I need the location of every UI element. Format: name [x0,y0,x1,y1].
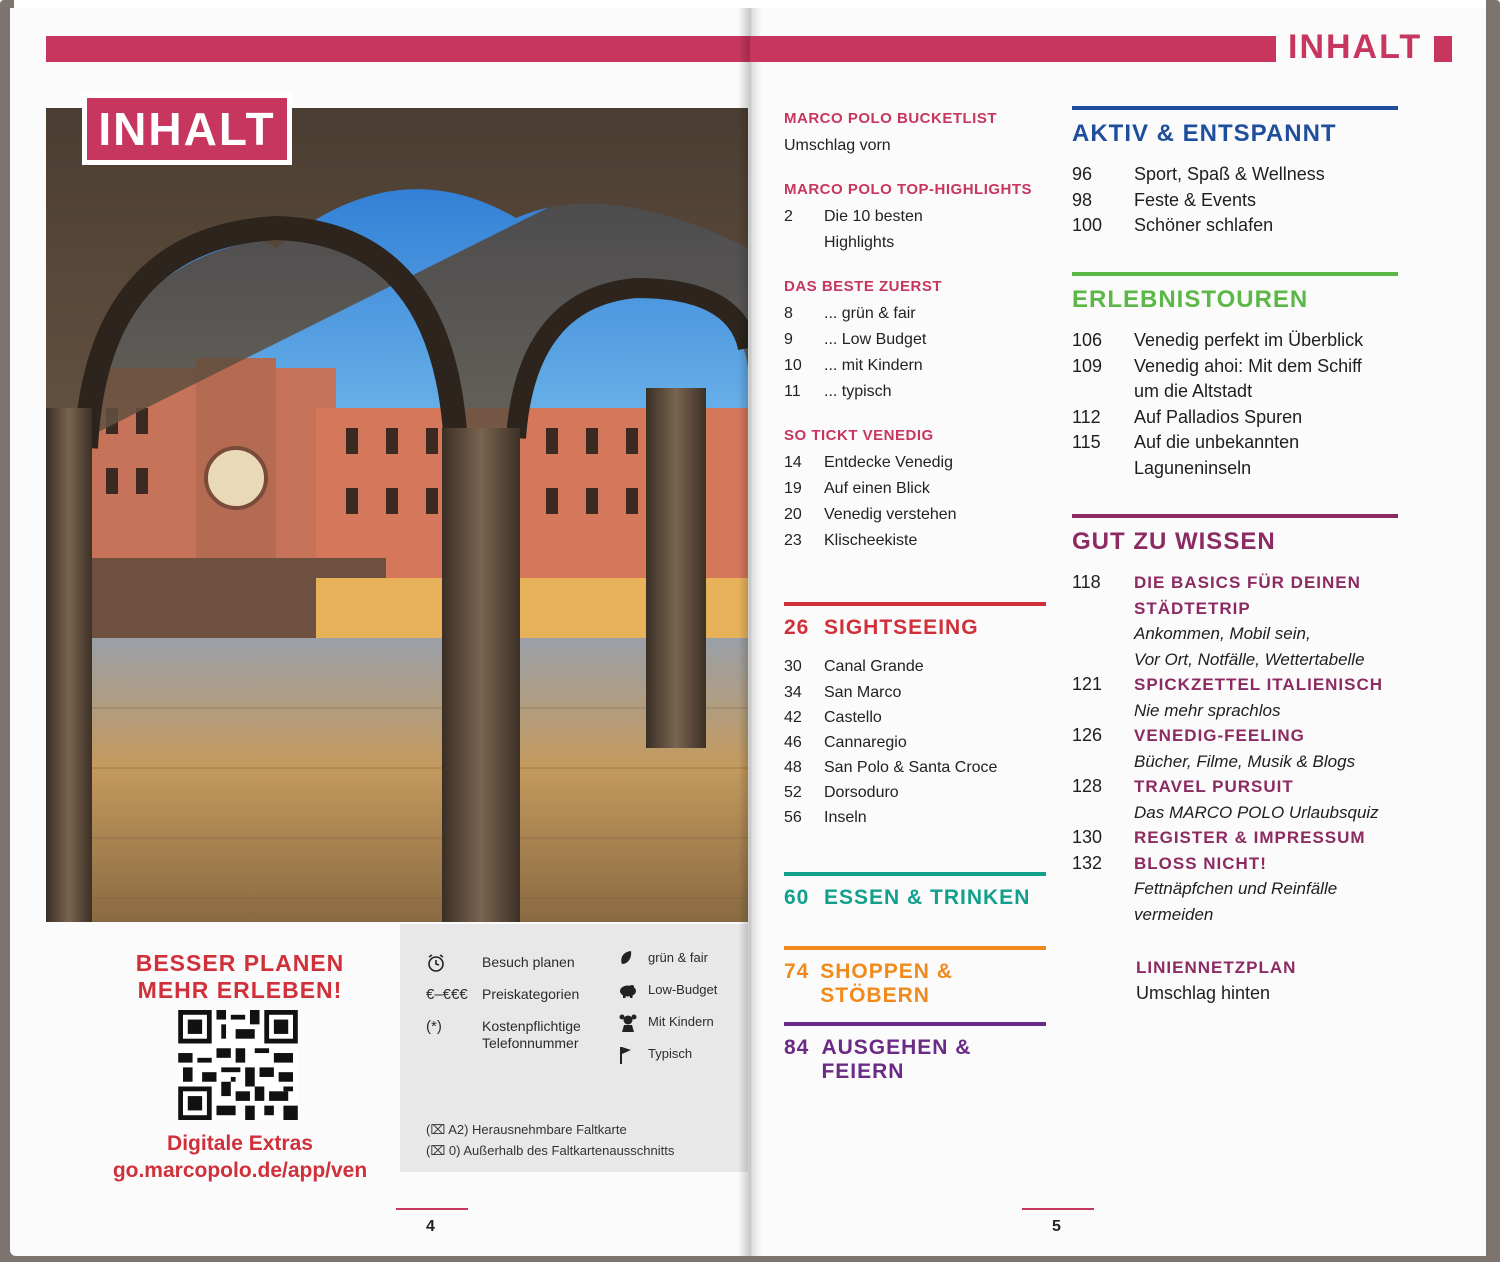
toc-entry-text: Klischeekiste [824,532,918,549]
toc-page-number [1072,698,1134,724]
sightseeing-heading[interactable] [784,616,1046,640]
toc-page-number: 100 [1072,215,1103,235]
toc-entry-text: Sport, Spaß & Wellness [1134,164,1325,184]
toc-shoppen [784,946,1046,1008]
toc-entry-text: San Polo & Santa Croce [824,759,998,776]
toc-page-number: 121 [1072,674,1103,694]
toc-beste-label: DAS BESTE ZUERST [784,278,943,295]
toc-entry-heading: TRAVEL PURSUIT [1134,777,1294,796]
list-item[interactable] [1072,825,1398,851]
child-icon [618,1014,648,1035]
toc-entry-text: Castello [824,709,882,726]
toc-page-number [1072,647,1134,673]
list-item[interactable] [784,805,1046,830]
toc-entry-subtitle: Bücher, Filme, Musik & Blogs [1134,751,1356,771]
shoppen-heading[interactable] [784,960,1046,1008]
toc-page-number: 8 [784,305,793,322]
toc-page-number: 42 [784,709,802,726]
toc-page-number: 14 [784,454,802,471]
book-gutter-shadow [738,8,762,1256]
list-item [1072,800,1398,826]
toc-page-number: 2 [784,208,793,225]
toc-entry-subtitle: Ankommen, Mobil sein, [1134,624,1311,643]
toc-page-number: 11 [784,383,801,400]
toc-entry-text: Venedig ahoi: Mit dem Schiff [1134,355,1362,376]
toc-page-number: 48 [784,759,802,776]
list-item[interactable] [784,379,1046,405]
legend-item-preis [426,986,579,1003]
book-cover-edge-right [1486,0,1500,1262]
toc-entry-text: Entdecke Venedig [824,454,953,471]
toc-page-number: 56 [784,809,802,826]
list-item[interactable] [784,680,1046,705]
legend-icon-gruen [618,950,708,971]
list-item [1072,621,1398,647]
list-item[interactable] [784,780,1046,805]
toc-page-number: 46 [784,734,802,751]
toc-entry-text: Die 10 besten [824,208,923,225]
toc-entry-text: Venedig perfekt im Überblick [1134,330,1364,350]
toc-page-number: 126 [1072,725,1103,745]
toc-entry-text: ... Low Budget [824,331,927,348]
toc-entry-heading: BLOSS NICHT! [1134,853,1267,873]
list-item [1072,876,1398,902]
list-item [1072,902,1398,928]
toc-page-number [1072,596,1134,622]
qr-code[interactable] [178,1010,298,1120]
list-item [1072,647,1398,673]
toc-entry-subtitle: Nie mehr sprachlos [1134,700,1281,720]
promo-line-2: MEHR ERLEBEN! [137,977,343,1003]
ausgehen-rule [784,1022,1046,1026]
toc-page-number: 106 [1072,330,1103,350]
toc-tophighlights-label: MARCO POLO TOP-HIGHLIGHTS [784,181,1033,198]
toc-page-number: 109 [1072,355,1103,376]
toc-ausgehen [784,1022,1046,1084]
touren-rule [1072,272,1398,276]
left-page-number-rule [396,1208,468,1210]
digital-extras [80,1130,400,1184]
list-item[interactable] [784,705,1046,730]
toc-page-number: 60 [784,886,810,909]
toc-page-number: 19 [784,480,802,497]
toc-bucketlist-text[interactable]: Umschlag vorn [784,137,891,154]
sightseeing-title: SIGHTSEEING [824,616,979,639]
right-page-number-rule [1022,1208,1094,1210]
legend-symbol-asterisk: (*) [426,1018,442,1035]
list-item[interactable] [784,502,1046,528]
list-item[interactable] [784,204,1046,230]
toc-entry-heading: DIE BASICS FÜR DEINEN [1134,573,1361,592]
legend-item-telefon [426,1018,602,1052]
list-item[interactable] [784,528,1046,554]
toc-page-number: 132 [1072,852,1103,873]
toc-entry-text: Cannaregio [824,734,907,751]
toc-entry-heading: REGISTER & IMPRESSUM [1134,828,1366,847]
toc-entry-text: ... typisch [824,383,892,400]
toc-page-number: 74 [784,960,810,983]
list-item[interactable] [1072,405,1398,431]
list-item[interactable] [784,327,1046,353]
toc-entry-subtitle: Vor Ort, Notfälle, Wettertabelle [1134,649,1365,669]
toc-page-number [1072,749,1134,775]
legend-icon-text-budget: Low-Budget [648,982,718,997]
left-top-bar [46,36,750,62]
list-item [1072,379,1398,405]
promo-heading [90,950,390,1004]
list-item[interactable] [1072,570,1398,596]
toc-entry-text: um die Altstadt [1134,381,1253,401]
shoppen-rule [784,946,1046,950]
toc-entry-text: Laguneninseln [1134,457,1252,478]
piggybank-icon [618,982,648,1001]
promo-line-1: BESSER PLANEN [135,950,345,976]
toc-page-number: 23 [784,532,802,549]
list-item[interactable] [1072,213,1398,239]
toc-entry-subtitle: Fettnäpfchen und Reinfälle [1134,879,1338,898]
toc-bucketlist-label: MARCO POLO BUCKETLIST [784,110,997,127]
toc-page-number: 84 [784,1036,810,1059]
ausgehen-heading[interactable] [784,1036,1046,1084]
list-item[interactable] [1072,162,1398,188]
toc-entry-text: Inseln [824,809,867,826]
legend-note-faltkarte: (⌧ A2) Herausnehmbare Faltkarte [426,1122,627,1137]
toc-essen [784,872,1046,910]
toc-entry-subtitle: vermeiden [1134,904,1214,924]
toc-page-number: 26 [784,616,810,639]
toc-entry-text: Schöner schlafen [1134,215,1274,235]
legend-icon-kinder [618,1014,714,1035]
legend-note-ausserhalb: (⌧ 0) Außerhalb des Faltkartenausschnitts [426,1143,675,1158]
list-item[interactable] [784,230,1046,256]
right-page-number: 5 [1052,1218,1061,1235]
wissen-rule [1072,514,1398,518]
right-page-header: INHALT [1276,28,1434,67]
liniennetz-text: Umschlag hinten [1136,983,1271,1003]
toc-aktiv [1072,106,1398,239]
list-item[interactable] [1072,328,1398,354]
aktiv-heading[interactable]: AKTIV & ENTSPANNT [1072,120,1337,147]
left-page-number: 4 [426,1218,435,1235]
list-item[interactable] [1072,354,1398,380]
list-item[interactable] [784,353,1046,379]
toc-page-number: 115 [1072,432,1101,452]
toc-page-number: 96 [1072,164,1093,184]
legend-icon-text-gruen: grün & fair [648,950,708,965]
toc-entry-text: Auf einen Blick [824,480,930,497]
toc-entry-text: Highlights [824,234,895,251]
toc-entry-text: Auf die unbekannten [1134,432,1300,452]
list-item [1072,456,1398,482]
digital-extras-label: Digitale Extras [167,1132,313,1155]
toc-bucketlist [784,110,1046,159]
list-item[interactable] [784,755,1046,780]
toc-page-number [1072,379,1134,405]
list-item [1072,698,1398,724]
legend-symbol-price: €–€€€ [426,986,468,1003]
legend-item-besuch [426,954,575,976]
list-item[interactable] [784,654,1046,680]
liniennetz-label: LINIENNETZPLAN [1136,958,1297,977]
legend-text-preis: Preiskategorien [482,986,580,1002]
toc-liniennetz[interactable] [1136,956,1462,1006]
venice-arcade-photo [46,108,748,922]
list-item[interactable] [1072,851,1398,877]
list-item[interactable] [1072,774,1398,800]
toc-entry-subtitle: Das MARCO POLO Urlaubsquiz [1134,802,1379,822]
toc-page-number: 34 [784,684,802,701]
legend-icon-text-kinder: Mit Kindern [648,1014,714,1029]
legend-icon-budget [618,982,717,1001]
toc-sotickt [784,427,1046,554]
symbol-legend [400,924,748,1172]
toc-entry-heading: VENEDIG-FEELING [1134,726,1305,745]
toc-page-number: 52 [784,784,802,801]
toc-entry-text: Feste & Events [1134,189,1257,210]
toc-sightseeing [784,602,1046,830]
toc-page-number: 10 [784,357,802,374]
toc-entry-text: Auf Palladios Spuren [1134,406,1303,427]
toc-entry-text: ... mit Kindern [824,357,923,374]
shoppen-title: SHOPPEN & STÖBERN [820,960,953,1007]
toc-page-number: 130 [1072,827,1103,847]
toc-page-number: 30 [784,658,802,675]
list-item[interactable] [1072,672,1398,698]
toc-beste [784,278,1046,405]
flag-icon [618,1046,648,1067]
toc-page-number [1072,621,1134,647]
toc-entry-heading: STÄDTETRIP [1134,598,1251,618]
toc-entry-text: Canal Grande [824,658,924,675]
legend-text-telefon: Kostenpflichtige Telefonnummer [482,1018,581,1051]
toc-entry-text: Dorsoduro [824,784,899,801]
list-item[interactable] [1072,596,1398,622]
toc-page-number [1072,800,1134,826]
legend-text-besuch: Besuch planen [482,954,575,970]
list-item[interactable] [784,730,1046,755]
toc-page-number: 98 [1072,189,1093,210]
list-item[interactable] [784,450,1046,476]
clock-icon [426,954,482,976]
wissen-list [1072,570,1398,927]
toc-page-number: 20 [784,506,802,523]
toc-touren [1072,272,1398,481]
sightseeing-rule [784,602,1046,606]
list-item[interactable] [1072,430,1398,456]
toc-page-number [1072,456,1134,482]
legend-icon-text-typisch: Typisch [648,1046,693,1061]
toc-entry-text: San Marco [824,684,902,701]
legend-icon-typisch [618,1046,692,1067]
toc-column-1 [784,110,1046,572]
wissen-heading[interactable]: GUT ZU WISSEN [1072,528,1276,555]
toc-page-number [1072,876,1134,902]
essen-heading[interactable] [784,886,1046,910]
aktiv-rule [1072,106,1398,110]
touren-heading[interactable]: ERLEBNISTOUREN [1072,286,1309,313]
list-item[interactable] [784,476,1046,502]
list-item[interactable] [1072,723,1398,749]
toc-entry-heading: SPICKZETTEL ITALIENISCH [1134,675,1384,694]
leaf-icon [618,950,648,971]
toc-sotickt-label: SO TICKT VENEDIG [784,427,934,444]
toc-page-number [784,230,824,256]
toc-entry-text: Venedig verstehen [824,506,957,523]
toc-entry-text: ... grün & fair [824,305,916,322]
inhalt-badge: INHALT [82,93,292,165]
digital-extras-url[interactable]: go.marcopolo.de/app/ven [112,1159,368,1182]
toc-page-number: 118 [1072,572,1101,592]
toc-page-number: 128 [1072,776,1103,796]
essen-title: ESSEN & TRINKEN [824,886,1031,909]
toc-wissen [1072,514,1398,927]
toc-page-number: 9 [784,331,793,348]
toc-page-number: 112 [1072,406,1101,427]
toc-page-number [1072,902,1134,928]
ausgehen-title: AUSGEHEN & FEIERN [821,1036,972,1083]
list-item[interactable] [784,301,1046,327]
list-item[interactable] [1072,188,1398,214]
toc-tophighlights [784,181,1046,256]
list-item [1072,749,1398,775]
essen-rule [784,872,1046,876]
